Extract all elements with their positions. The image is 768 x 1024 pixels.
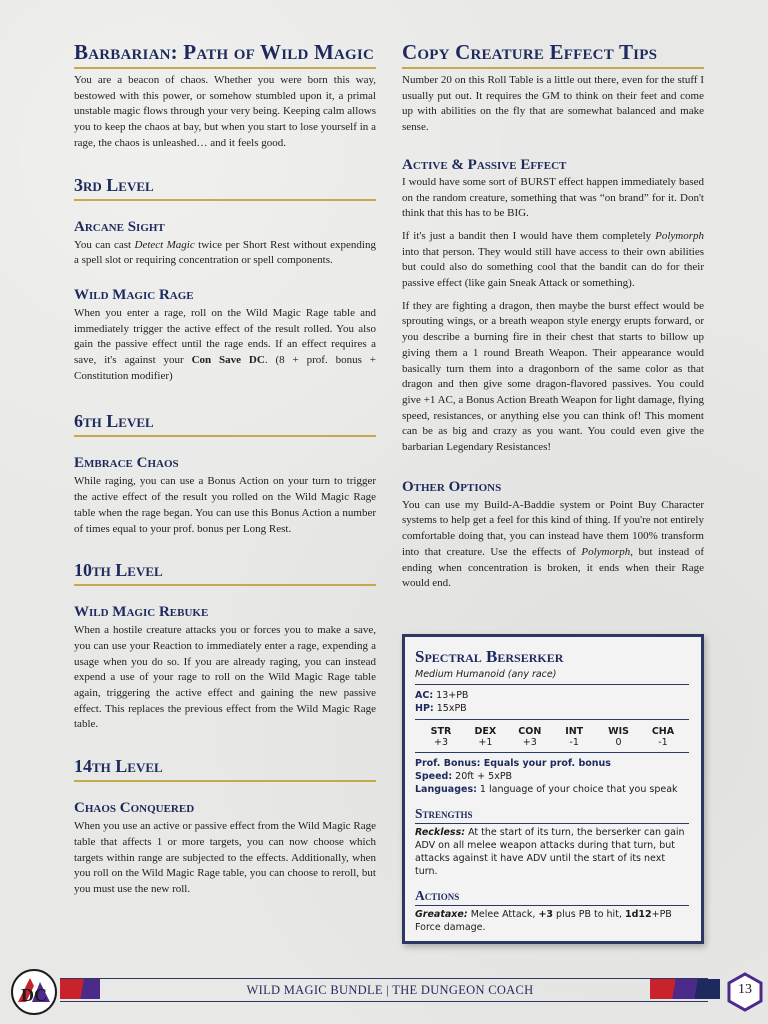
active-passive-heading: Active & Passive Effect (402, 156, 567, 173)
languages: Languages: 1 language of your choice that you speak (415, 784, 678, 795)
ability-con: CON +3 (518, 726, 542, 748)
wild-magic-rage-heading: Wild Magic Rage (74, 286, 194, 303)
level-6-heading: 6th Level (74, 410, 376, 437)
intro-paragraph: You are a beacon of chaos. Whether you were born this way, bestowed with this power, or somehow stumbled upon it, a primal unstable magic flows through your very being. Keeping calm allows you to keep the chaos at bay, but when you start to lose yourself in a rage, the chaos is unleashed… and it feels good. (74, 74, 376, 149)
greataxe-action: Greataxe: Melee Attack, +3 plus PB to hit, 1d12+PB Force damage. (415, 909, 672, 933)
wild-magic-rebuke-heading: Wild Magic Rebuke (74, 604, 209, 621)
spell-name: Detect Magic (134, 238, 195, 251)
speed: Speed: 20ft + 5xPB (415, 771, 513, 782)
strengths-heading: Strengths (415, 806, 689, 824)
divider (415, 752, 689, 753)
right-column (402, 40, 704, 592)
tips-text: Number 20 on this Roll Table is a little out there, even for the stuff I usually put out. It requires the GM to think on their feet and come up with abilities on the fly that are somewhat balanced and make sense. (402, 74, 704, 134)
ability-cha: CHA -1 (651, 726, 675, 748)
embrace-chaos-text: While raging, you can use a Bonus Action on your turn to trigger the active effect of the result you rolled on the Wild Magic Rage table when the rage began. You can use this Bonus Action a number of times equal to your prof. bonus per Long Rest. (74, 475, 376, 535)
dungeon-coach-logo-icon (10, 968, 58, 1016)
left-column (74, 40, 376, 898)
footer-title: WILD MAGIC BUNDLE | THE DUNGEON COACH (246, 983, 534, 997)
other-options-heading: Other Options (402, 478, 502, 495)
arcane-sight-heading: Arcane Sight (74, 218, 165, 235)
footer-stripe-left (60, 979, 100, 999)
creature-name: Spectral Berserker (415, 647, 564, 666)
tips-heading: Copy Creature Effect Tips (402, 40, 704, 69)
prof-bonus: Prof. Bonus: Equals your prof. bonus (415, 758, 611, 769)
armor-class: AC: 13+PB (415, 690, 469, 701)
embrace-chaos-heading: Embrace Chaos (74, 455, 179, 472)
chaos-conquered-heading: Chaos Conquered (74, 800, 195, 817)
footer-stripe-right (650, 979, 720, 999)
ability-dex: DEX +1 (474, 726, 497, 748)
arcane-sight-text: You can cast Detect Magic twice per Short Rest without expending a spell slot or requiring concentration or spell components. (74, 238, 376, 267)
chaos-conquered-text: When you use an active or passive effect from the Wild Magic Rage table that affects 1 or more targets, you can now choose which targets within range are subjected to the effects. Additionally, when you roll on the Wild Magic Rage table, you can choose to reroll, but you must use the new roll. (74, 820, 376, 895)
level-10-heading: 10th Level (74, 559, 376, 586)
ability-wis: WIS 0 (608, 726, 629, 748)
divider (415, 684, 689, 685)
spell-name: Polymorph (655, 229, 704, 242)
svg-text:DC: DC (21, 985, 47, 1005)
ability-str: STR +3 (430, 726, 452, 748)
level-14-heading: 14th Level (74, 755, 376, 782)
divider (415, 719, 689, 720)
ability-scores (415, 724, 689, 748)
wild-magic-rage-text: When you enter a rage, roll on the Wild Magic Rage table and immediately trigger the active effect of the result rolled. You also gain the passive effect until the rage ends. If an effect requires a save, it's against your Con Save DC. (8 + prof. bonus + Constitution modifier) (74, 306, 376, 382)
actions-heading: Actions (415, 888, 689, 906)
active-passive-text-3: If they are fighting a dragon, then maybe the burst effect would be sprouting wings, or a breath weapon style energy erupts forward, or you describe a burning fire in their chest that starts to billow up giving them a 1 round Breath Weapon. Their appearance would basically turn them into a dragonborn of the same color as that dragon and then give some dragon-flavored passives. You could give +1 AC, a Bonus Action Breath Weapon for light damage, flying speed, resistances, or anything else you can think of! This moment can be as big and crazy as you want. You could even give the barbarian Legendary Resistances! (402, 299, 704, 454)
level-3-heading: 3rd Level (74, 174, 376, 201)
spell-name: Polymorph (581, 545, 631, 558)
other-options-text: You can use my Build-A-Baddie system or Point Buy Character systems to help get a feel for this kind of thing. If you're not entirely comfortable doing that, you can instead have them 100% transform into that creature. Use the effects of Polymorph, but instead of ending when concentration is broken, it ends when their Rage would end. (402, 498, 704, 590)
active-passive-text-1: I would have some sort of BURST effect happen immediately based on the random creature, something that was “on brand” for it. Don't think that this has to be BIG. (402, 175, 704, 220)
ability-int: INT -1 (565, 726, 584, 748)
wild-magic-rebuke-text: When a hostile creature attacks you or forces you to make a save, you can use your Reaction to immediately enter a rage, expending a usage when you do so. If you are already raging, you can instead expend a use of your rage to roll on the Wild Magic Rage table again, triggering the active effect and gaining the new passive effect. This replaces the previous effect from the Wild Magic Rage table. (74, 624, 376, 731)
page-number: 13 (738, 982, 752, 997)
hit-points: HP: 15xPB (415, 703, 467, 714)
stat-block (402, 634, 704, 944)
active-passive-text-2: If it's just a bandit then I would have them completely Polymorph into that person. They would still have access to their own abilities but could also do something cool that the bandit can do for their passive effect (like gain Sneak Attack or something). (402, 229, 704, 290)
reckless-trait: Reckless: At the start of its turn, the berserker can gain ADV on all melee weapon attacks during that turn, but attacks against it have ADV until the start of its next turn. (415, 827, 685, 877)
creature-type: Medium Humanoid (any race) (415, 669, 557, 680)
page-title: Barbarian: Path of Wild Magic (74, 40, 376, 69)
